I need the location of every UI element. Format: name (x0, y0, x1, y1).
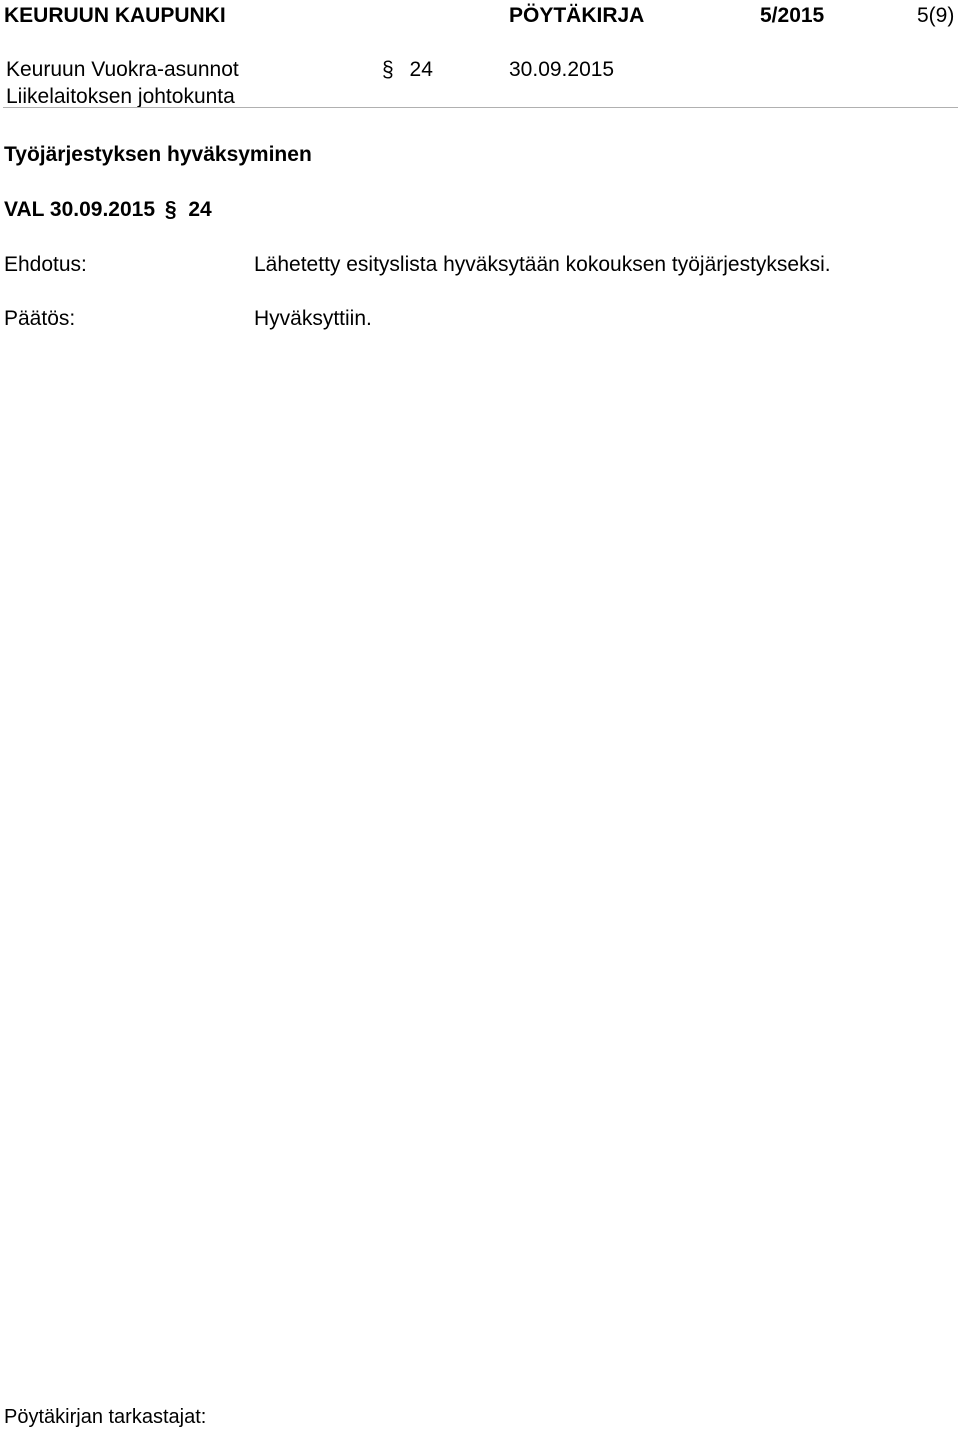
document-type: PÖYTÄKIRJA (509, 4, 645, 27)
section-number: 24 (409, 58, 433, 81)
decision-label: Päätös: (4, 307, 76, 330)
body-name: Keuruun Vuokra-asunnot (6, 58, 239, 81)
reference-symbol: § (164, 197, 177, 222)
item-reference (4, 199, 212, 220)
body-subname: Liikelaitoksen johtokunta (6, 85, 235, 108)
reference-prefix: VAL 30.09.2015 (4, 198, 155, 221)
issue-number: 5/2015 (760, 4, 825, 27)
organization-name: KEURUUN KAUPUNKI (4, 4, 226, 27)
proposal-text: Lähetetty esityslista hyväksytään kokouksen työjärjestykseksi. (254, 253, 831, 276)
item-title: Työjärjestyksen hyväksyminen (4, 143, 312, 166)
reference-number: 24 (188, 198, 212, 221)
proposal-label: Ehdotus: (4, 253, 87, 276)
meeting-date: 30.09.2015 (509, 58, 615, 81)
header-divider (3, 107, 958, 108)
decision-text: Hyväksyttiin. (254, 307, 372, 330)
section-reference (382, 59, 433, 80)
inspectors-label: Pöytäkirjan tarkastajat: (4, 1406, 207, 1428)
section-symbol: § (382, 57, 394, 82)
page-number: 5(9) (917, 4, 955, 27)
